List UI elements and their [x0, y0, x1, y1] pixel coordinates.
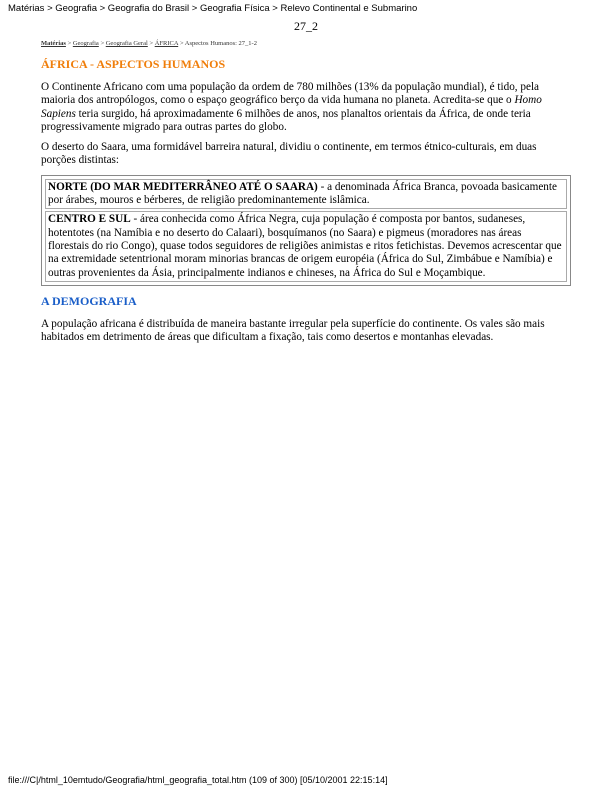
breadcrumb-separator: > — [178, 40, 185, 47]
table-row — [45, 179, 567, 210]
print-header: Matérias > Geografia > Geografia do Brasil > Geografia Física > Relevo Continental e Submarino — [8, 3, 418, 14]
paragraph-intro — [41, 81, 571, 134]
page-number: 27_2 — [294, 19, 318, 33]
region-cell-centro-sul — [45, 211, 567, 281]
breadcrumb-current: Aspectos Humanos: 27_1-2 — [184, 40, 257, 47]
region-description: - a denominada África Branca, povoada basicamente por árabes, mouros e bérberes, de religião predominantemente islâmica. — [48, 180, 557, 207]
breadcrumb-link-geografia-geral[interactable]: Geografia Geral — [105, 40, 148, 47]
paragraph-demografia: A população africana é distribuída de maneira bastante irregular pela superfície do continente. Os vales são mais habitados em detrimento de áreas que dificultam a fixação, tais como desertos e montanhas elevadas. — [41, 317, 545, 344]
regions-table — [41, 175, 571, 286]
main-content — [41, 40, 571, 351]
breadcrumb-link-africa[interactable]: ÁFRICA — [154, 40, 179, 47]
breadcrumb-separator: > — [65, 40, 73, 47]
region-description: - área conhecida como África Negra, cuja população é composta por bantos, sudaneses, hotentotes (na Namíbia e no deserto do Calaari), bosquímanos (no Saara) e pigmeus (moradores nas áreas florestais do rio Congo), quase todos seguidores de religiões animistas e ritos fetichistas. Devemos acrescentar que na extremidade setentrional moram minorias brancas de origem européia (África do Sul, Zimbábue e Namíbia) e outras provenientes da Ásia, principalmente indianos e chineses, na África do Sul e Moçambique. — [48, 213, 562, 279]
print-footer: file:///C|/html_10emtudo/Geografia/html_geografia_total.htm (109 of 300) [05/10/2001 22:15:14] — [8, 775, 388, 785]
region-name: NORTE (DO MAR MEDITERRÂNEO ATÉ O SAARA) — [48, 180, 318, 193]
paragraph-saara: O deserto do Saara, uma formidável barreira natural, dividiu o continente, em termos étnico-culturais, em duas porções distintas: — [41, 141, 537, 167]
section-title-demografia: A DEMOGRAFIA — [41, 293, 137, 308]
paragraph-intro-text-start: O Continente Africano com uma população da ordem de 780 milhões (13% da população mundial), é tido, pela maioria dos antropólogos, como o espaço geográfico berço da vida humana no planeta. Acredita-se que o — [41, 81, 540, 107]
breadcrumb-link-materias[interactable]: Matérias — [41, 40, 66, 47]
region-name: CENTRO E SUL — [48, 213, 131, 226]
section-title-aspectos-humanos: ÁFRICA - ASPECTOS HUMANOS — [41, 57, 226, 71]
breadcrumb — [41, 40, 571, 47]
breadcrumb-link-geografia[interactable]: Geografia — [72, 40, 99, 47]
table-row — [45, 211, 567, 281]
breadcrumb-separator: > — [147, 40, 155, 47]
paragraph-intro-italic: Homo Sapiens — [41, 94, 542, 120]
paragraph-intro-text-end: teria surgido, há aproximadamente 6 milhões de anos, nos planaltos orientais da África, de onde teria progressivamente migrado para outras partes do globo. — [41, 107, 531, 133]
breadcrumb-separator: > — [98, 40, 106, 47]
region-cell-norte — [45, 179, 567, 210]
